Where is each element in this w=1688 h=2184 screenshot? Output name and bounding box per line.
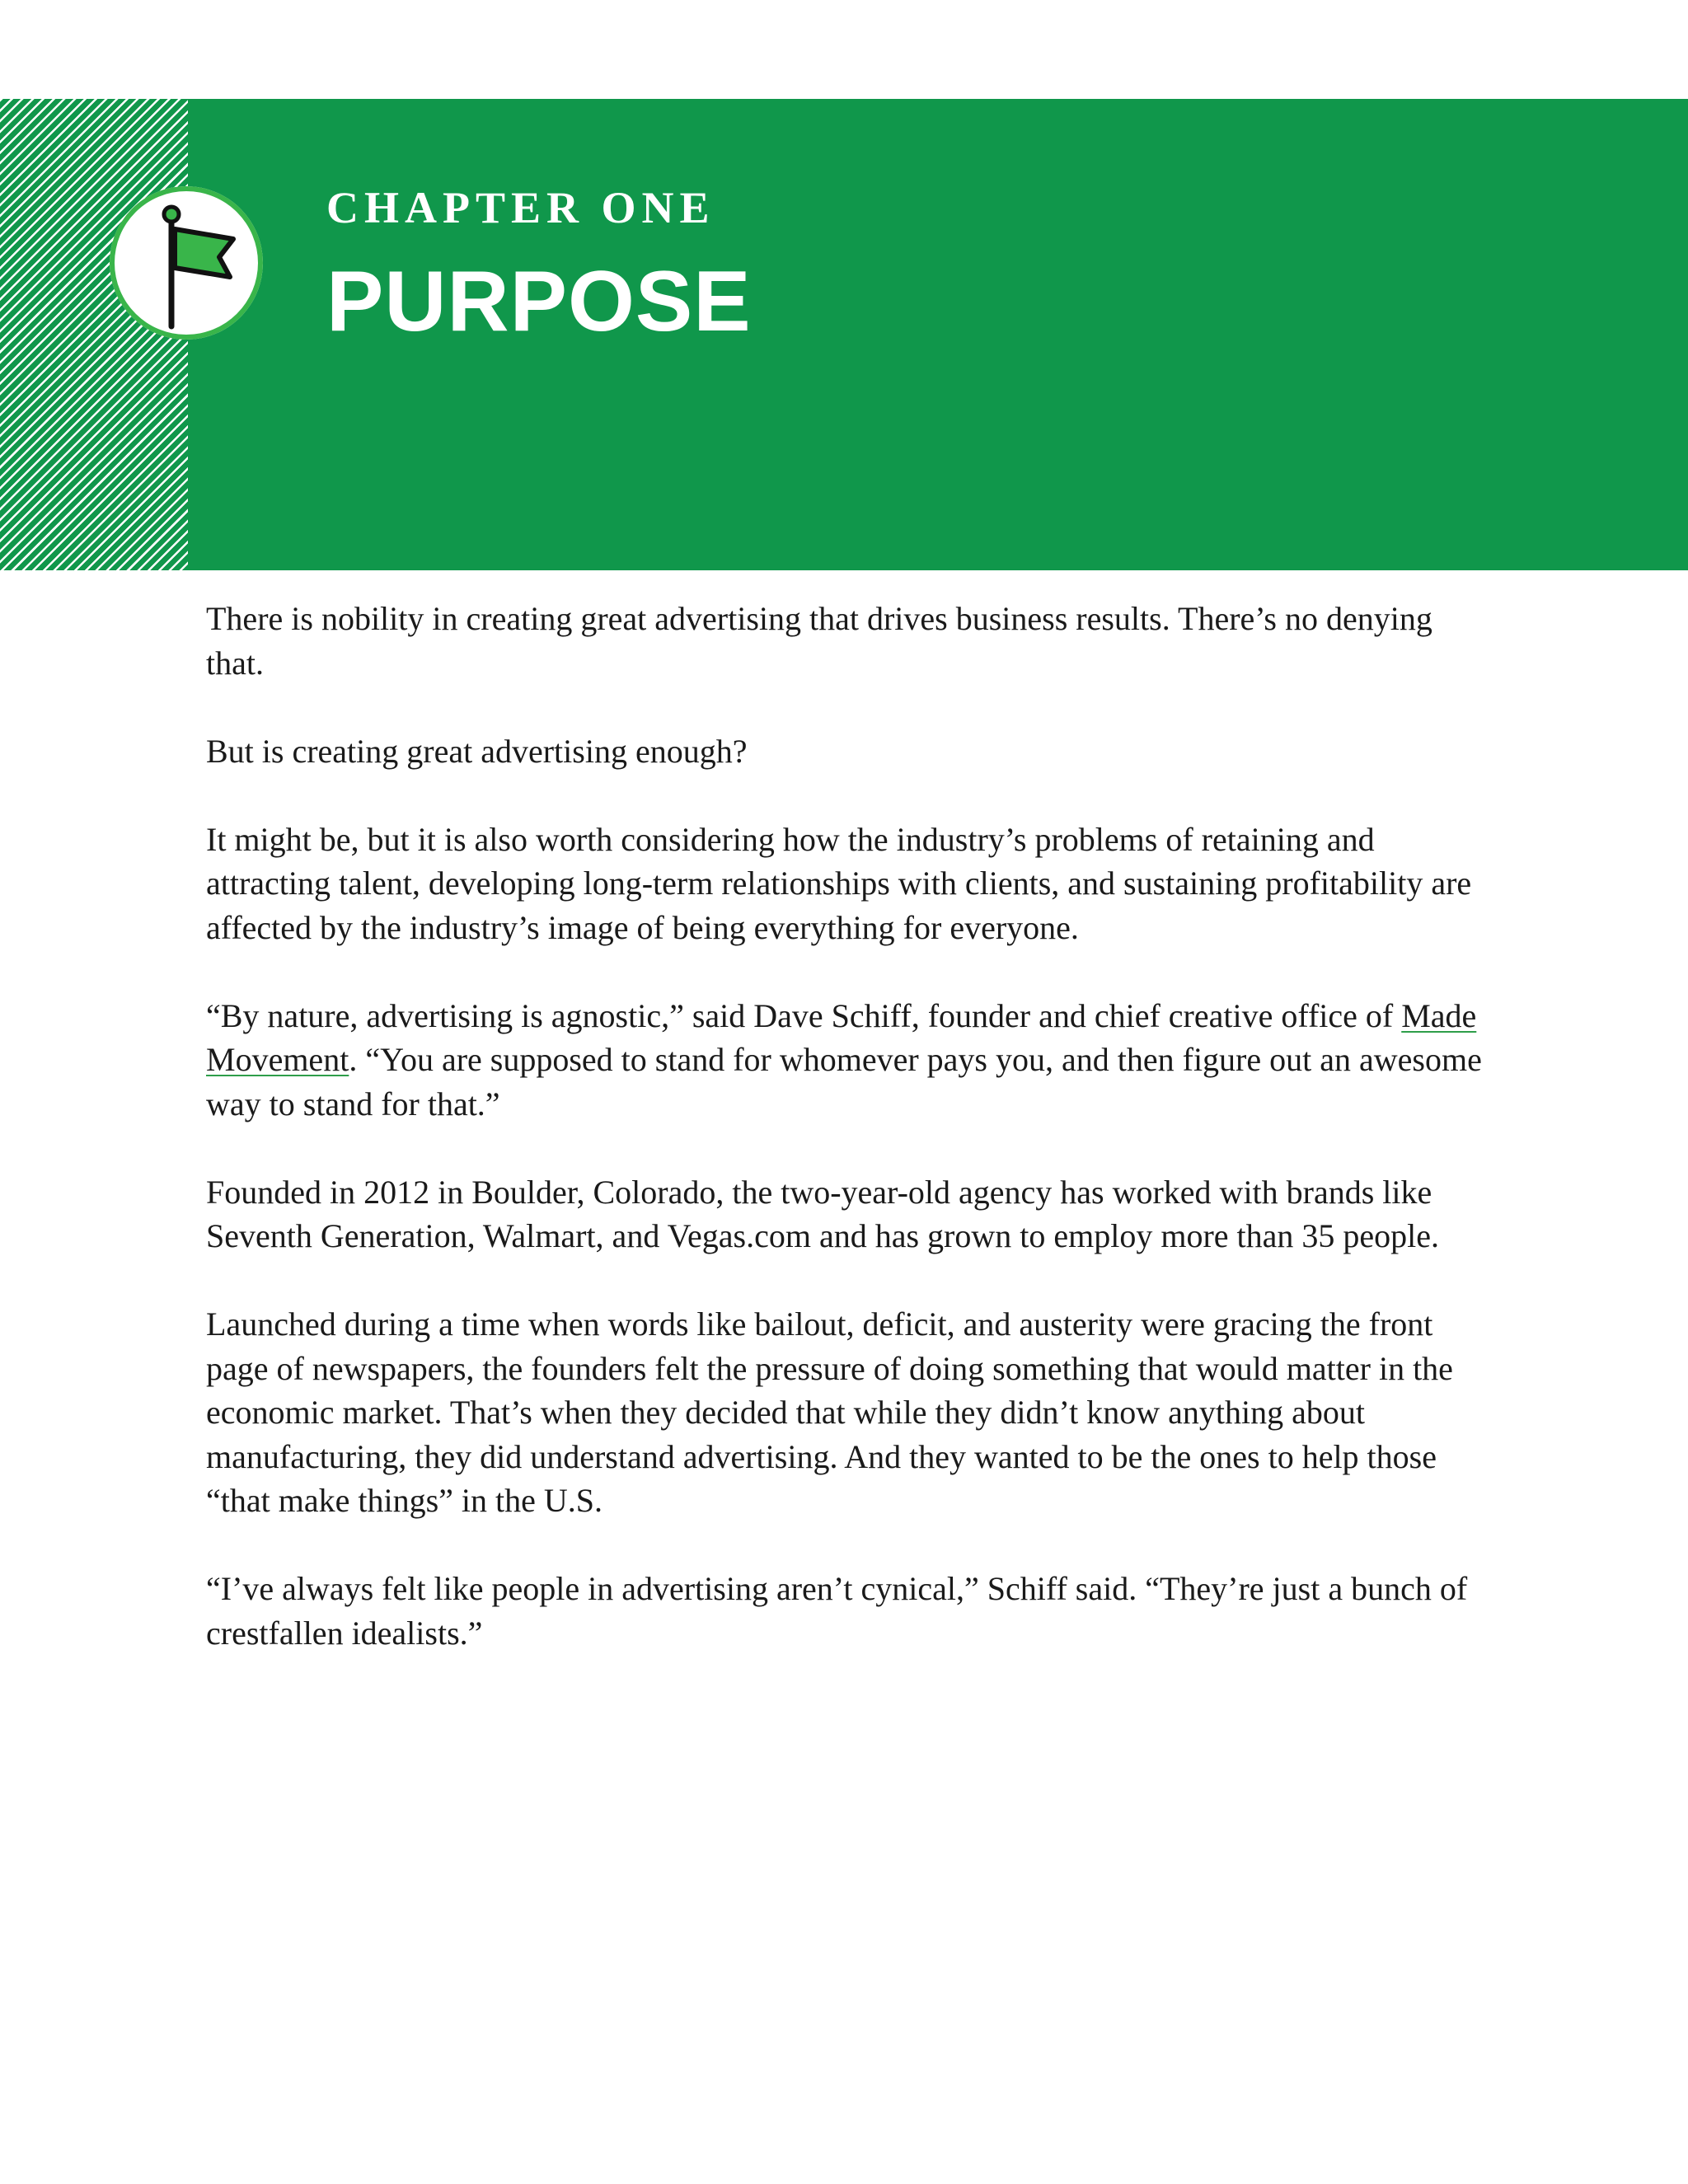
article-body (206, 597, 1492, 1699)
flag-icon (110, 186, 263, 340)
chapter-title: PURPOSE (326, 254, 752, 349)
paragraph-3: It might be, but it is also worth considering how the industry’s problems of retaining and attracting talent, developing long-term relationships with clients, and sustaining profitability are affected by the industry’s image of being everything for everyone. (206, 820, 1472, 946)
paragraph-4-tail: . “You are supposed to stand for whomever pays you, and then figure out an awesome way to stand for that.” (206, 1041, 1482, 1122)
made-movement-link[interactable]: Made Movement (206, 996, 1477, 1078)
chapter-banner (0, 99, 1688, 570)
paragraph-1: There is nobility in creating great advertising that drives business results. There’s no denying that. (206, 600, 1432, 682)
paragraph-7: “I’ve always felt like people in advertising aren’t cynical,” Schiff said. “They’re just a bunch of crestfallen idealists.” (206, 1570, 1468, 1652)
flag-icon-graphic (110, 186, 263, 340)
paragraph-4-lead: “By nature, advertising is agnostic,” said Dave Schiff, founder and chief creative office of (206, 996, 1402, 1034)
paragraph-6: Launched during a time when words like bailout, deficit, and austerity were gracing the front page of newspapers, the founders felt the pressure of doing something that would matter in the economic market. That’s when they decided that while they didn’t know anything about manufacturing, they did understand advertising. And they wanted to be the ones to help those “that make things” in the U.S. (206, 1305, 1453, 1519)
paragraph-5: Founded in 2012 in Boulder, Colorado, the two-year-old agency has worked with brands like Seventh Generation, Walmart, and Vegas.com and has grown to employ more than 35 people. (206, 1173, 1440, 1254)
chapter-label: CHAPTER ONE (326, 183, 715, 232)
paragraph-2: But is creating great advertising enough? (206, 732, 748, 770)
paragraph-4 (206, 994, 1492, 1127)
